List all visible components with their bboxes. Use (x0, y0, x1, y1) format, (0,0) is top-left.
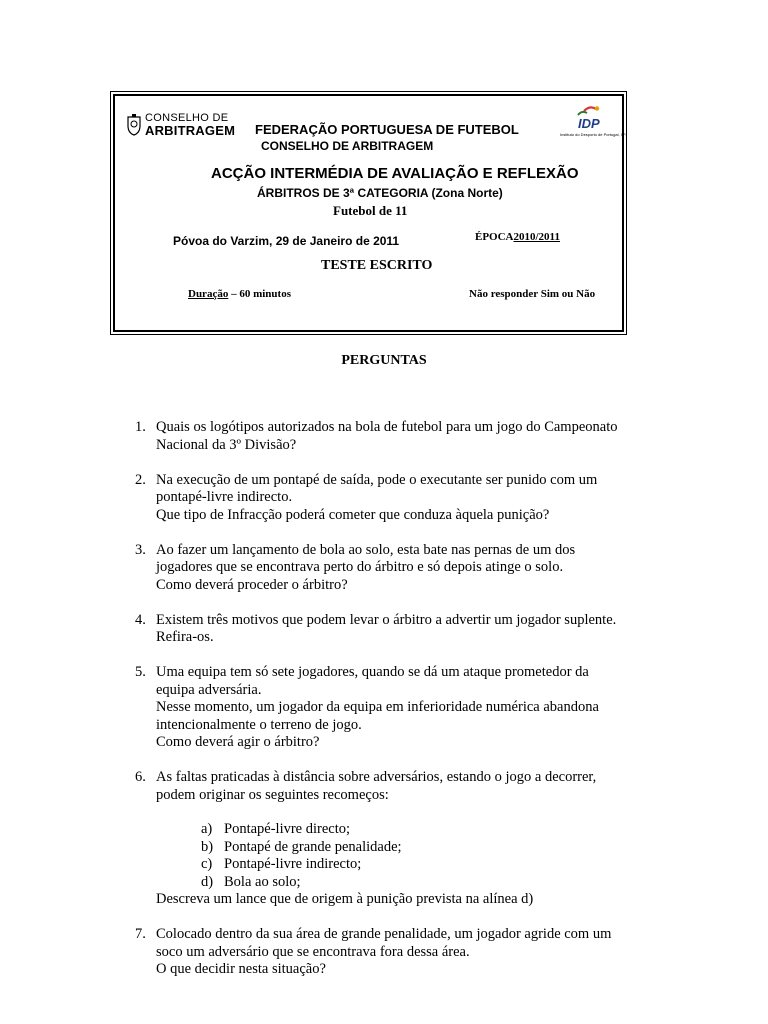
option-label: a) (201, 821, 213, 837)
option-label: c) (201, 856, 213, 872)
conselho-arbitragem-logo (127, 112, 236, 142)
option-text: Pontapé de grande penalidade; (224, 838, 402, 855)
football-format: Futebol de 11 (333, 203, 408, 218)
question-number: 7. (135, 926, 146, 942)
option-text: Bola ao solo; (224, 873, 301, 890)
federation-name: FEDERAÇÃO PORTUGUESA DE FUTEBOL (255, 122, 519, 137)
option-item (201, 856, 695, 874)
question-line: Nacional da 3º Divisão? (156, 436, 297, 453)
idp-logo (560, 105, 627, 141)
option-list (156, 821, 695, 891)
question-line: pontapé-livre indirecto. (156, 489, 293, 505)
question-item (135, 664, 695, 752)
question-number: 6. (135, 769, 146, 785)
question-line: Na execução de um pontapé de saída, pode o executante ser punido com um (156, 471, 598, 488)
season-label: ÉPOCA (475, 231, 514, 243)
logo-left-line2: ARBITRAGEM (145, 123, 236, 138)
option-label: b) (201, 838, 214, 855)
council-name: CONSELHO DE ARBITRAGEM (261, 139, 434, 153)
question-line: Uma equipa tem só sete jogadores, quando se dá um ataque prometedor da (156, 664, 589, 680)
option-text: Pontapé-livre indirecto; (224, 856, 362, 872)
question-list (135, 419, 695, 979)
question-item (135, 542, 695, 595)
question-followup: Descreva um lance que de origem à punição prevista na alínea d) (156, 891, 534, 907)
question-line: Colocado dentro da sua área de grande penalidade, um jogador agride com um (156, 926, 612, 942)
question-line: Como deverá agir o árbitro? (156, 734, 320, 750)
option-item (201, 839, 695, 857)
option-text: Pontapé-livre directo; (224, 821, 351, 837)
question-item (135, 472, 695, 525)
question-line: As faltas praticadas à distância sobre adversários, estando o jogo a decorrer, (156, 769, 597, 785)
question-item (135, 612, 695, 647)
duration-label: Duração (188, 288, 229, 300)
question-number: 5. (135, 664, 146, 680)
answer-instruction: Não responder Sim ou Não (469, 288, 596, 300)
question-item (135, 419, 695, 454)
question-line: Refira-os. (156, 629, 214, 645)
option-item (201, 821, 695, 839)
test-title: TESTE ESCRITO (321, 258, 433, 273)
question-number: 2. (135, 471, 146, 488)
referee-category: ÁRBITROS DE 3ª CATEGORIA (Zona Norte) (257, 186, 503, 200)
question-number: 3. (135, 541, 146, 558)
idp-mark-icon (570, 105, 610, 131)
exam-header (113, 94, 627, 332)
duration-value: – 60 minutos (228, 288, 291, 300)
question-item (135, 926, 695, 979)
option-item (201, 874, 695, 892)
question-number: 4. (135, 611, 146, 628)
idp-text: IDP (578, 116, 600, 131)
place-date: Póvoa do Varzim, 29 de Janeiro de 2011 (173, 234, 400, 248)
question-line: O que decidir nesta situação? (156, 961, 326, 977)
logo-left-line1: CONSELHO DE (145, 112, 229, 124)
question-line: soco um adversário que se encontrava fora dessa área. (156, 943, 470, 960)
question-line: Nesse momento, um jogador da equipa em inferioridade numérica abandona (156, 699, 599, 715)
question-line: equipa adversária. (156, 681, 262, 698)
question-line: Como deverá proceder o árbitro? (156, 576, 348, 593)
question-line: Ao fazer um lançamento de bola ao solo, esta bate nas pernas de um dos (156, 541, 576, 558)
question-item (135, 769, 695, 909)
question-line: Quais os logótipos autorizados na bola de futebol para um jogo do Campeonato (156, 419, 618, 435)
question-line: Que tipo de Infracção poderá cometer que conduza àquela punição? (156, 506, 550, 523)
question-line: Existem três motivos que podem levar o árbitro a advertir um jogador suplente. (156, 611, 617, 628)
question-line: intencionalmente o terreno de jogo. (156, 716, 362, 733)
question-line: jogadores que se encontrava perto do árbitro e só depois atinge o solo. (156, 559, 564, 575)
action-title: ACÇÃO INTERMÉDIA DE AVALIAÇÃO E REFLEXÃO (211, 165, 579, 182)
season (475, 231, 560, 243)
duration (188, 288, 291, 300)
idp-subtitle: Instituto do Desporto de Portugal, I.P. (560, 132, 627, 137)
question-number: 1. (135, 419, 146, 435)
option-label: d) (201, 873, 214, 890)
page-title: PERGUNTAS (341, 353, 427, 368)
season-year: 2010/2011 (513, 231, 560, 243)
crest-icon (127, 114, 141, 136)
question-line: podem originar os seguintes recomeços: (156, 786, 389, 803)
